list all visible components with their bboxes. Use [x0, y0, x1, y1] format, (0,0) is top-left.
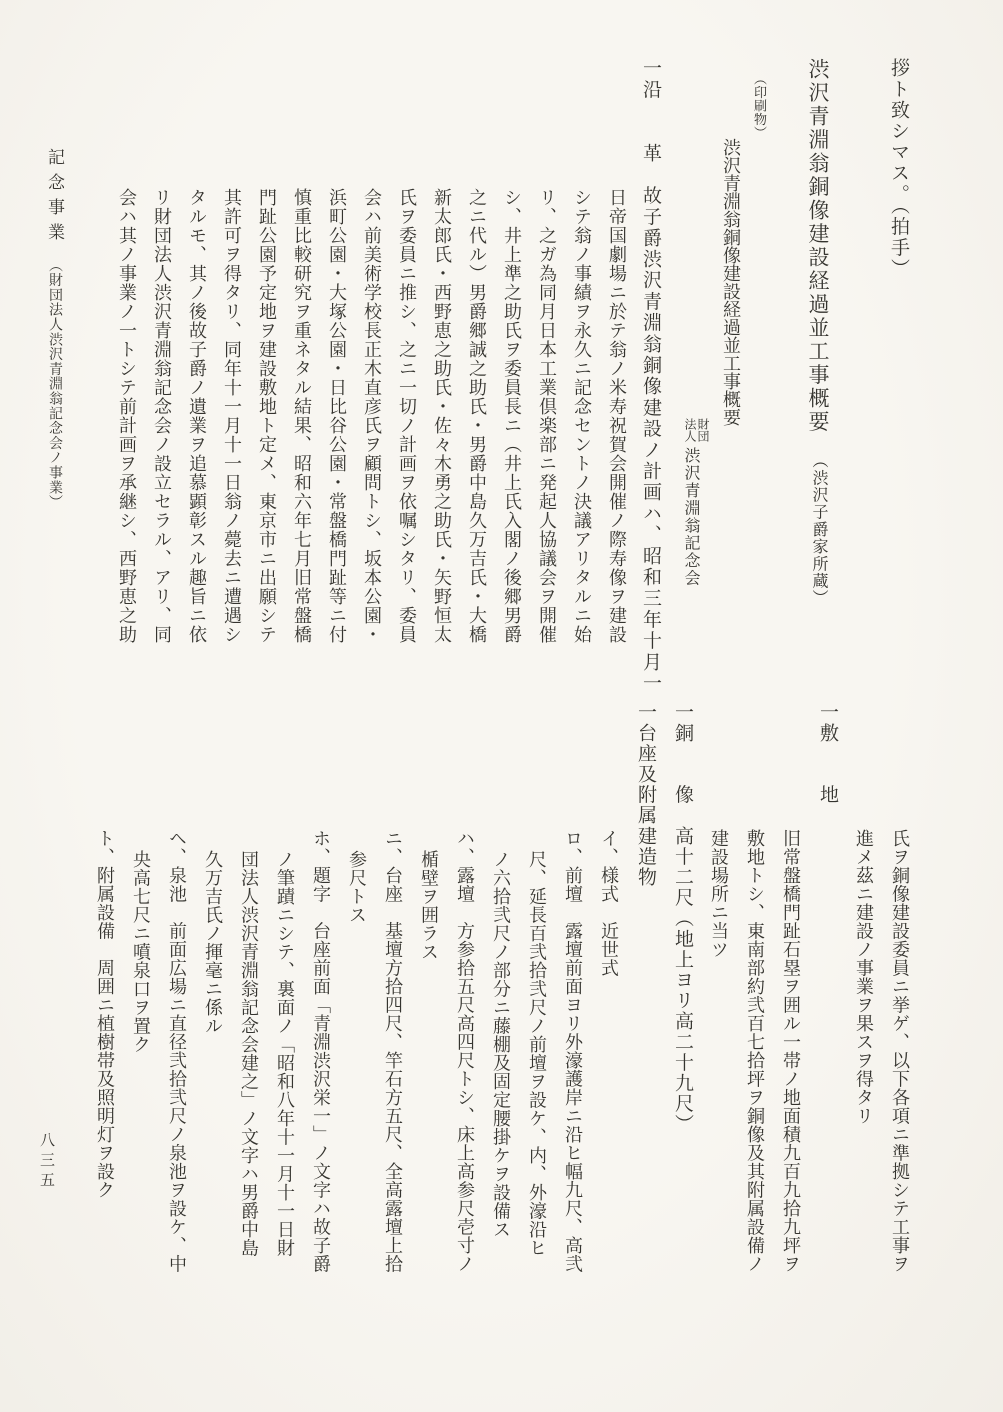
margin-section-heading: [44, 148, 64, 510]
upper-text-block: [102, 58, 908, 723]
organization-prefix-top: 財団: [696, 418, 710, 442]
text-column: シテ翁ノ事績ヲ永久ニ記念セントノ決議アリタルニ始: [572, 188, 592, 644]
text-column: 央高七尺ニ噴泉口ヲ置ク: [131, 850, 151, 1054]
text-column: 日帝国劇場ニ於テ翁ノ米寿祝賀会開催ノ際寿像ヲ建設: [607, 188, 627, 644]
organization-column: [677, 58, 709, 723]
section-heading-daiza: 一台座及附属建造物: [635, 702, 656, 888]
text-column: リ、之ガ為同月日本工業倶楽部ニ発起人協議会ヲ開催: [537, 188, 557, 644]
item-i-column: イ、様式 近世式: [599, 829, 619, 977]
text-column: シ、井上準之助氏ヲ委員長ニ（井上氏入閣ノ後郷男爵: [502, 188, 522, 644]
item-ho-column: ホ、題字 台座前面「青淵渋沢栄一」ノ文字ハ故子爵: [311, 829, 331, 1273]
text-column: 会ハ前美術学校長正木直彦氏ヲ顧問トシ、坂本公園・: [362, 188, 382, 644]
organization-prefix-bottom: 法人: [683, 418, 697, 442]
text-column: 之ニ代ル）男爵郷誠之助氏・男爵中島久万吉氏・大橋: [467, 188, 487, 644]
item-to-column: ト、附属設備 周囲ニ植樹帯及照明灯ヲ設ク: [95, 829, 115, 1199]
text-column: 其許可ヲ得タリ、同年十一月十一日翁ノ薨去ニ遭遇シ: [222, 188, 242, 644]
text-column: 新太郎氏・西野恵之助氏・佐々木勇之助氏・矢野恒太: [432, 188, 452, 644]
text-column: 氏ヲ銅像建設委員ニ挙ゲ、以下各項ニ準拠シテ工事ヲ: [890, 829, 910, 1273]
item-he-column: ヘ、泉池 前面広場ニ直径弐拾弐尺ノ泉池ヲ設ケ、中: [167, 829, 187, 1273]
item-ha-column: ハ、露壇 方参拾五尺高四尺トシ、床上高参尺壱寸ノ: [455, 829, 475, 1273]
text-column: ノ六拾弐尺ノ部分ニ藤棚及固定腰掛ケヲ設備ス: [491, 850, 511, 1239]
document-title: 渋沢青淵翁銅像建設経過並工事概要: [806, 58, 830, 434]
inner-document-title: 渋沢青淵翁銅像建設経過並工事概要: [721, 138, 741, 426]
section-heading-shikichi: 一敷 地: [817, 702, 838, 805]
organization-prefix: [683, 418, 709, 442]
margin-heading-subtitle: （財団法人渋沢青淵翁記念会ノ事業）: [47, 258, 62, 510]
closing-remark-column: 拶ト致シマス。（拍手）: [888, 58, 909, 280]
organization-name: 渋沢青淵翁記念会: [682, 447, 699, 587]
text-column: 門趾公園予定地ヲ建設敷地ト定メ、東京市ニ出願シテ: [257, 188, 277, 644]
text-column: 敷地トシ、東南部約弐百七拾坪ヲ銅像及其附属設備ノ: [745, 829, 765, 1273]
section-heading-enkaku: 一沿 革 故子爵渋沢青淵翁銅像建設ノ計画ハ、昭和三年十月一: [640, 58, 661, 694]
text-column: リ財団法人渋沢青淵翁記念会ノ設立セラル、アリ、同: [152, 188, 172, 644]
text-column: 団法人渋沢青淵翁記念会建之」ノ文字ハ男爵中島: [239, 850, 259, 1257]
text-column: 慎重比較研究ヲ重ネタル結果、昭和六年七月旧常盤橋: [292, 188, 312, 644]
document-title-column: [806, 58, 830, 723]
text-column: タルモ、其ノ後故子爵ノ遺業ヲ追慕顕彰スル趣旨ニ依: [187, 188, 207, 644]
text-column: 会ハ其ノ事業ノ一トシテ前計画ヲ承継シ、西野恵之助: [117, 188, 137, 644]
text-column: 浜町公園・大塚公園・日比谷公園・常盤橋門趾等ニ付: [327, 188, 347, 644]
source-note: （渋沢子爵家所蔵）: [810, 452, 827, 607]
text-column: 氏ヲ委員ニ推シ、之ニ一切ノ計画ヲ依嘱シタリ、委員: [397, 188, 417, 644]
page-number: 八三五: [38, 1132, 54, 1192]
text-column: 旧常盤橋門趾石塁ヲ囲ル一帯ノ地面積九百九拾九坪ヲ: [781, 829, 801, 1273]
item-ni-column: ニ、台座 基壇方拾四尺、竿石方五尺、全高露壇上拾: [383, 829, 403, 1273]
text-column: 久万吉氏ノ揮毫ニ係ル: [203, 850, 223, 1035]
text-column: 進メ茲ニ建設ノ事業ヲ果スヲ得タリ: [854, 829, 874, 1125]
text-column: 楯壁ヲ囲ラス: [419, 850, 439, 961]
text-column: 参尺トス: [347, 850, 367, 924]
text-column: ノ筆蹟ニシテ、裏面ノ「昭和八年十一月十一日財: [275, 850, 295, 1257]
format-note: （印刷物）: [752, 72, 767, 140]
text-column: 建設場所ニ当ツ: [709, 829, 729, 959]
margin-heading-title: 記念事業: [45, 148, 64, 248]
text-column: 尺、延長百弐拾弐尺ノ前壇ヲ設ケ、内、外濠沿ヒ: [527, 850, 547, 1257]
lower-text-block: [79, 702, 910, 1302]
section-heading-dozo: 一銅 像 高十二尺（地上ヨリ高二十九尺）: [672, 702, 693, 1135]
item-ro-column: ロ、前壇 露壇前面ヨリ外濠護岸ニ沿ヒ幅九尺、高弐: [563, 829, 583, 1273]
